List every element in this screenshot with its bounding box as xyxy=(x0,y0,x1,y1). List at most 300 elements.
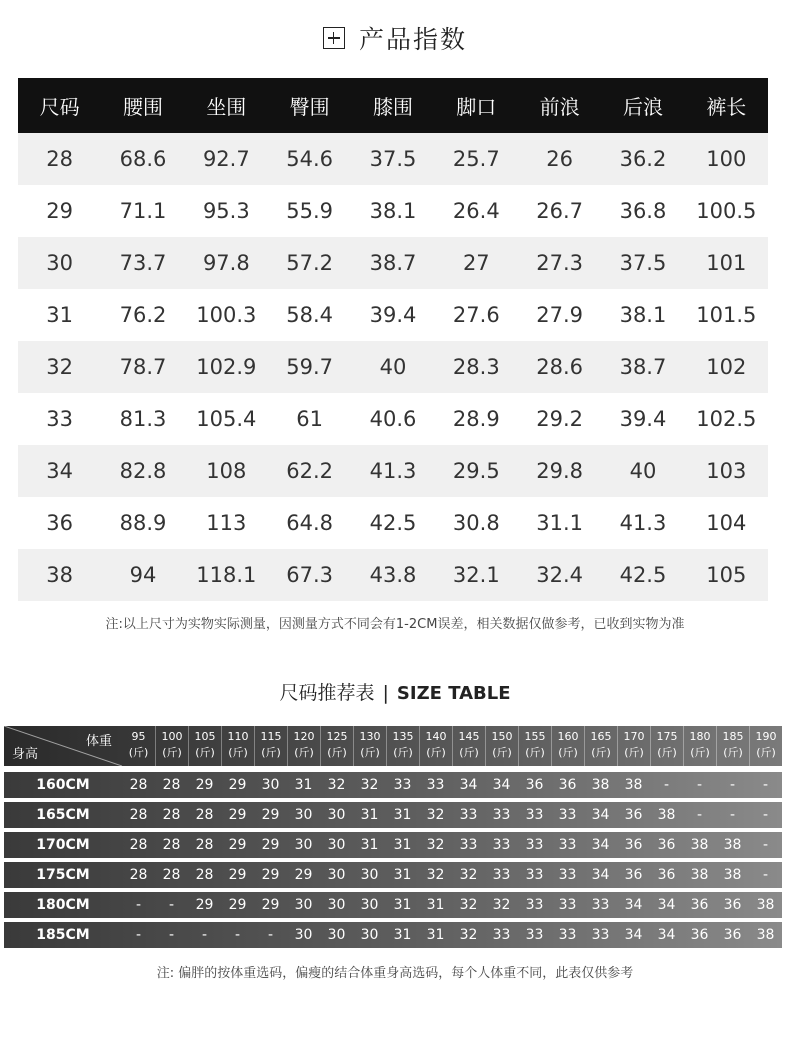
size-cell: 29 xyxy=(294,867,313,883)
size-cell: 30 xyxy=(294,897,313,913)
product-table-cell: 62.2 xyxy=(268,445,351,497)
weight-column-header xyxy=(617,726,650,766)
size-cell: 29 xyxy=(261,837,280,853)
product-table-cell: 73.7 xyxy=(101,237,184,289)
size-cell: 36 xyxy=(624,867,643,883)
product-table-row xyxy=(18,445,768,497)
corner-weight-label: 体重 xyxy=(85,734,112,749)
weight-column-header xyxy=(188,726,221,766)
product-table-cell: 30.8 xyxy=(435,497,518,549)
product-table-cell: 71.1 xyxy=(101,185,184,237)
product-table-cell: 105.4 xyxy=(185,393,268,445)
size-cell: 29 xyxy=(195,897,214,913)
size-cell: 28 xyxy=(162,777,181,793)
size-cell: 30 xyxy=(327,807,346,823)
product-table-cell: 32.1 xyxy=(435,549,518,601)
weight-value: 185 xyxy=(722,730,744,743)
weight-column-header xyxy=(419,726,452,766)
size-cell: 33 xyxy=(558,927,577,943)
weight-unit: (斤) xyxy=(525,746,545,759)
weight-unit: (斤) xyxy=(360,746,380,759)
size-cell: 38 xyxy=(723,837,742,853)
product-table-cell: 100.3 xyxy=(185,289,268,341)
weight-value: 135 xyxy=(392,730,414,743)
product-table-cell: 101 xyxy=(685,237,768,289)
size-cell: 38 xyxy=(756,927,775,943)
product-index-title-text: 产品指数 xyxy=(358,25,467,54)
size-cell: 28 xyxy=(195,867,214,883)
weight-unit: (斤) xyxy=(393,746,413,759)
weight-column-header xyxy=(386,726,419,766)
product-table-cell: 36.8 xyxy=(601,185,684,237)
weight-unit: (斤) xyxy=(228,746,248,759)
size-cell: 32 xyxy=(459,927,478,943)
product-table-cell: 26.4 xyxy=(435,185,518,237)
product-table-row xyxy=(18,237,768,289)
size-cell: 34 xyxy=(657,897,676,913)
size-cell: 36 xyxy=(558,777,577,793)
size-cell: 33 xyxy=(525,897,544,913)
size-cell: 38 xyxy=(690,837,709,853)
weight-unit: (斤) xyxy=(327,746,347,759)
size-cell: 29 xyxy=(228,867,247,883)
product-table-row xyxy=(18,341,768,393)
plus-box-icon xyxy=(323,27,345,49)
size-table-header xyxy=(4,726,782,766)
product-table-cell: 118.1 xyxy=(185,549,268,601)
product-table-cell: 27 xyxy=(435,237,518,289)
weight-unit: (斤) xyxy=(558,746,578,759)
product-table-cell: 38.1 xyxy=(601,289,684,341)
size-cell: 31 xyxy=(393,927,412,943)
product-table-header-cell: 后浪 xyxy=(601,78,684,133)
weight-value: 140 xyxy=(425,730,447,743)
corner-height-label: 身高 xyxy=(12,747,39,762)
product-table-cell: 40 xyxy=(351,341,434,393)
height-label: 180CM xyxy=(36,897,90,913)
height-label: 165CM xyxy=(36,807,90,823)
weight-column-header xyxy=(320,726,353,766)
size-cell: 32 xyxy=(492,897,511,913)
size-table-title xyxy=(0,678,790,705)
product-table-cell: 29.8 xyxy=(518,445,601,497)
size-cell: 36 xyxy=(657,867,676,883)
product-table-cell: 27.6 xyxy=(435,289,518,341)
product-table-header-cell: 坐围 xyxy=(185,78,268,133)
product-table-cell: 36 xyxy=(18,497,101,549)
product-table-cell: 40.6 xyxy=(351,393,434,445)
weight-column-header xyxy=(452,726,485,766)
size-cell: 34 xyxy=(624,897,643,913)
product-table-cell: 28.9 xyxy=(435,393,518,445)
weight-unit: (斤) xyxy=(162,746,182,759)
product-table-cell: 29.2 xyxy=(518,393,601,445)
product-table-cell: 95.3 xyxy=(185,185,268,237)
product-table-row xyxy=(18,133,768,185)
weight-column-header xyxy=(122,726,155,766)
product-table-header-cell: 腰围 xyxy=(101,78,184,133)
size-cell: 29 xyxy=(261,867,280,883)
size-cell: - xyxy=(762,807,769,823)
size-table-row xyxy=(4,772,782,798)
product-table-cell: 37.5 xyxy=(351,133,434,185)
weight-value: 175 xyxy=(656,730,678,743)
weight-value: 115 xyxy=(260,730,282,743)
product-table-cell: 78.7 xyxy=(101,341,184,393)
product-table-cell: 28.6 xyxy=(518,341,601,393)
size-cell: 36 xyxy=(657,837,676,853)
size-cell: 33 xyxy=(393,777,412,793)
size-cell: 29 xyxy=(228,897,247,913)
size-cell: 34 xyxy=(624,927,643,943)
size-cell: 34 xyxy=(591,867,610,883)
product-table-cell: 38 xyxy=(18,549,101,601)
size-cell: 29 xyxy=(228,777,247,793)
weight-value: 160 xyxy=(557,730,579,743)
size-cell: 36 xyxy=(690,897,709,913)
size-cell: - xyxy=(696,807,703,823)
product-table-cell: 31 xyxy=(18,289,101,341)
product-table-cell: 38.7 xyxy=(601,341,684,393)
weight-column-header xyxy=(551,726,584,766)
size-cell: 29 xyxy=(228,807,247,823)
weight-value: 155 xyxy=(524,730,546,743)
size-cell: - xyxy=(135,897,142,913)
product-table-cell: 97.8 xyxy=(185,237,268,289)
weight-value: 170 xyxy=(623,730,645,743)
weight-value: 150 xyxy=(491,730,513,743)
size-table-row xyxy=(4,892,782,918)
product-table-cell: 104 xyxy=(685,497,768,549)
product-table-cell: 29.5 xyxy=(435,445,518,497)
size-cell: 36 xyxy=(690,927,709,943)
weight-column-header xyxy=(221,726,254,766)
size-cell: 33 xyxy=(459,807,478,823)
size-cell: 30 xyxy=(360,867,379,883)
size-cell: 29 xyxy=(195,777,214,793)
product-table-cell: 28.3 xyxy=(435,341,518,393)
size-cell: 30 xyxy=(327,897,346,913)
product-table-cell: 108 xyxy=(185,445,268,497)
product-table-cell: 28 xyxy=(18,133,101,185)
size-cell: 32 xyxy=(426,867,445,883)
weight-column-header xyxy=(584,726,617,766)
product-table-cell: 101.5 xyxy=(685,289,768,341)
weight-value: 105 xyxy=(194,730,216,743)
size-table-title-separator: | xyxy=(382,682,389,704)
size-cell: 28 xyxy=(195,837,214,853)
size-cell: 38 xyxy=(591,777,610,793)
product-table-row xyxy=(18,185,768,237)
size-cell: 30 xyxy=(360,927,379,943)
size-cell: 36 xyxy=(624,807,643,823)
size-cell: - xyxy=(201,927,208,943)
product-index-title xyxy=(0,18,790,58)
size-cell: 30 xyxy=(294,837,313,853)
weight-value: 95 xyxy=(131,730,146,743)
size-cell: - xyxy=(135,927,142,943)
size-cell: 33 xyxy=(525,867,544,883)
weight-unit: (斤) xyxy=(426,746,446,759)
size-cell: 33 xyxy=(492,867,511,883)
product-table-cell: 54.6 xyxy=(268,133,351,185)
weight-unit: (斤) xyxy=(195,746,215,759)
weight-column-header xyxy=(749,726,782,766)
size-cell: 32 xyxy=(459,897,478,913)
product-table-cell: 113 xyxy=(185,497,268,549)
product-table-cell: 68.6 xyxy=(101,133,184,185)
weight-column-header xyxy=(683,726,716,766)
product-table-cell: 100.5 xyxy=(685,185,768,237)
product-table-header-cell: 尺码 xyxy=(18,78,101,133)
weight-unit: (斤) xyxy=(294,746,314,759)
size-cell: 31 xyxy=(393,867,412,883)
product-table-row xyxy=(18,497,768,549)
product-table-cell: 55.9 xyxy=(268,185,351,237)
size-cell: 30 xyxy=(327,837,346,853)
size-cell: 33 xyxy=(558,807,577,823)
weight-unit: (斤) xyxy=(624,746,644,759)
product-table-header-cell: 膝围 xyxy=(351,78,434,133)
size-cell: 34 xyxy=(492,777,511,793)
weight-column-header xyxy=(254,726,287,766)
size-cell: 32 xyxy=(426,837,445,853)
weight-column-header xyxy=(485,726,518,766)
product-table-cell: 57.2 xyxy=(268,237,351,289)
size-table-note: 注: 偏胖的按体重选码，偏瘦的结合体重身高选码，每个人体重不同，此表仅供参考 xyxy=(156,966,634,981)
size-cell: 31 xyxy=(393,897,412,913)
size-cell: 28 xyxy=(162,837,181,853)
product-table-cell: 26.7 xyxy=(518,185,601,237)
size-table-row xyxy=(4,832,782,858)
weight-column-header xyxy=(518,726,551,766)
size-cell: - xyxy=(762,777,769,793)
product-table-row xyxy=(18,393,768,445)
product-table-cell: 100 xyxy=(685,133,768,185)
weight-value: 165 xyxy=(590,730,612,743)
size-cell: 33 xyxy=(492,837,511,853)
size-cell: 33 xyxy=(525,837,544,853)
size-cell: 30 xyxy=(294,807,313,823)
product-table-header-cell: 脚口 xyxy=(435,78,518,133)
product-table-header-cell: 裤长 xyxy=(685,78,768,133)
size-cell: 33 xyxy=(591,897,610,913)
product-table-cell: 41.3 xyxy=(601,497,684,549)
product-table-header-cell: 前浪 xyxy=(518,78,601,133)
product-table-cell: 88.9 xyxy=(101,497,184,549)
product-table-cell: 82.8 xyxy=(101,445,184,497)
height-label: 160CM xyxy=(36,777,90,793)
size-cell: 30 xyxy=(261,777,280,793)
weight-unit: (斤) xyxy=(591,746,611,759)
size-cell: 28 xyxy=(162,807,181,823)
size-cell: - xyxy=(168,927,175,943)
product-table-cell: 58.4 xyxy=(268,289,351,341)
size-cell: 33 xyxy=(525,927,544,943)
product-table-row xyxy=(18,289,768,341)
product-table-cell: 64.8 xyxy=(268,497,351,549)
product-table-cell: 36.2 xyxy=(601,133,684,185)
size-cell: 30 xyxy=(327,867,346,883)
size-cell: 33 xyxy=(558,897,577,913)
size-table-title-en: SIZE TABLE xyxy=(396,683,511,704)
product-table-cell: 43.8 xyxy=(351,549,434,601)
weight-unit: (斤) xyxy=(261,746,281,759)
size-cell: 31 xyxy=(294,777,313,793)
size-cell: 38 xyxy=(756,897,775,913)
size-cell: 32 xyxy=(459,867,478,883)
size-cell: 30 xyxy=(327,927,346,943)
size-cell: 31 xyxy=(426,897,445,913)
weight-value: 145 xyxy=(458,730,480,743)
size-cell: - xyxy=(234,927,241,943)
size-cell: 30 xyxy=(360,897,379,913)
size-cell: 34 xyxy=(459,777,478,793)
product-table-cell: 102 xyxy=(685,341,768,393)
size-cell: 32 xyxy=(327,777,346,793)
weight-unit: (斤) xyxy=(657,746,677,759)
product-table-cell: 94 xyxy=(101,549,184,601)
weight-column-header xyxy=(155,726,188,766)
size-cell: 36 xyxy=(723,897,742,913)
size-cell: 29 xyxy=(261,807,280,823)
weight-unit: (斤) xyxy=(459,746,479,759)
product-table-cell: 25.7 xyxy=(435,133,518,185)
product-table-cell: 103 xyxy=(685,445,768,497)
weight-unit: (斤) xyxy=(723,746,743,759)
size-cell: 31 xyxy=(393,837,412,853)
product-table-cell: 92.7 xyxy=(185,133,268,185)
size-cell: 31 xyxy=(426,927,445,943)
product-table-cell: 102.9 xyxy=(185,341,268,393)
product-measurement-table xyxy=(18,78,768,601)
size-table-title-cn: 尺码推荐表 xyxy=(279,682,375,704)
weight-unit: (斤) xyxy=(756,746,776,759)
size-cell: 28 xyxy=(129,777,148,793)
size-cell: 32 xyxy=(360,777,379,793)
size-cell: 33 xyxy=(492,807,511,823)
product-table-cell: 42.5 xyxy=(351,497,434,549)
size-cell: - xyxy=(729,777,736,793)
weight-value: 120 xyxy=(293,730,315,743)
product-table-cell: 26 xyxy=(518,133,601,185)
size-cell: 28 xyxy=(162,867,181,883)
size-cell: 29 xyxy=(261,897,280,913)
size-table-row xyxy=(4,922,782,948)
size-cell: 31 xyxy=(360,837,379,853)
weight-column-header xyxy=(353,726,386,766)
size-cell: 36 xyxy=(525,777,544,793)
size-cell: 33 xyxy=(558,867,577,883)
size-cell: 32 xyxy=(426,807,445,823)
size-cell: 34 xyxy=(591,807,610,823)
weight-value: 110 xyxy=(227,730,249,743)
size-cell: 38 xyxy=(690,867,709,883)
size-cell: 31 xyxy=(360,807,379,823)
size-cell: - xyxy=(267,927,274,943)
product-table-cell: 27.3 xyxy=(518,237,601,289)
size-cell: 28 xyxy=(129,867,148,883)
product-table-cell: 59.7 xyxy=(268,341,351,393)
size-cell: - xyxy=(729,807,736,823)
size-cell: 29 xyxy=(228,837,247,853)
size-cell: 36 xyxy=(624,837,643,853)
product-table-cell: 27.9 xyxy=(518,289,601,341)
size-cell: 30 xyxy=(294,927,313,943)
weight-value: 130 xyxy=(359,730,381,743)
product-table-cell: 39.4 xyxy=(351,289,434,341)
product-table-cell: 37.5 xyxy=(601,237,684,289)
product-table-cell: 39.4 xyxy=(601,393,684,445)
product-table-cell: 29 xyxy=(18,185,101,237)
weight-value: 125 xyxy=(326,730,348,743)
product-table-cell: 32 xyxy=(18,341,101,393)
size-cell: 36 xyxy=(723,927,742,943)
product-table-row xyxy=(18,549,768,601)
size-cell: 34 xyxy=(657,927,676,943)
weight-unit: (斤) xyxy=(492,746,512,759)
product-table-cell: 33 xyxy=(18,393,101,445)
size-cell: 33 xyxy=(525,807,544,823)
size-cell: 33 xyxy=(459,837,478,853)
size-cell: 38 xyxy=(723,867,742,883)
weight-value: 190 xyxy=(755,730,777,743)
size-cell: 31 xyxy=(393,807,412,823)
size-cell: 28 xyxy=(129,807,148,823)
product-table-cell: 41.3 xyxy=(351,445,434,497)
size-cell: 33 xyxy=(591,927,610,943)
size-cell: - xyxy=(762,867,769,883)
weight-value: 180 xyxy=(689,730,711,743)
weight-column-header xyxy=(650,726,683,766)
size-cell: 34 xyxy=(591,837,610,853)
product-table-header-row xyxy=(18,78,768,133)
product-table-note: 注:以上尺寸为实物实际测量，因测量方式不同会有1-2CM误差，相关数据仅做参考，已收到实物为准 xyxy=(105,617,685,632)
product-table-cell: 102.5 xyxy=(685,393,768,445)
weight-value: 100 xyxy=(161,730,183,743)
size-cell: 33 xyxy=(492,927,511,943)
product-table-cell: 38.7 xyxy=(351,237,434,289)
product-table-header-cell: 臀围 xyxy=(268,78,351,133)
weight-unit: (斤) xyxy=(128,746,149,759)
weight-unit: (斤) xyxy=(690,746,710,759)
product-table-cell: 67.3 xyxy=(268,549,351,601)
height-label: 170CM xyxy=(36,837,90,853)
size-cell: - xyxy=(168,897,175,913)
size-cell: 38 xyxy=(657,807,676,823)
weight-column-header xyxy=(287,726,320,766)
product-table-cell: 31.1 xyxy=(518,497,601,549)
weight-column-header xyxy=(716,726,749,766)
product-table-cell: 38.1 xyxy=(351,185,434,237)
size-cell: - xyxy=(762,837,769,853)
size-cell: - xyxy=(663,777,670,793)
size-cell: 28 xyxy=(129,837,148,853)
product-table-cell: 61 xyxy=(268,393,351,445)
product-table-cell: 42.5 xyxy=(601,549,684,601)
size-cell: 33 xyxy=(558,837,577,853)
size-cell: - xyxy=(696,777,703,793)
height-label: 175CM xyxy=(36,867,90,883)
product-table-cell: 81.3 xyxy=(101,393,184,445)
size-cell: 38 xyxy=(624,777,643,793)
size-table-row xyxy=(4,862,782,888)
size-cell: 28 xyxy=(195,807,214,823)
height-label: 185CM xyxy=(36,927,90,943)
size-cell: 33 xyxy=(426,777,445,793)
product-table-cell: 105 xyxy=(685,549,768,601)
product-table-cell: 32.4 xyxy=(518,549,601,601)
